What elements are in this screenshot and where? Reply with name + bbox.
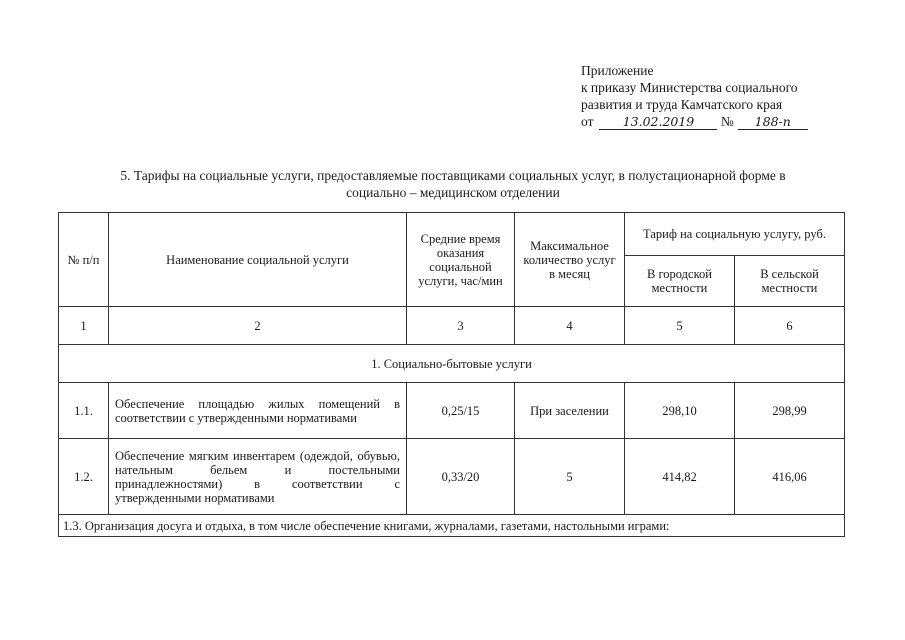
header-urban: В городской местности [625,256,735,307]
row-time: 0,25/15 [407,383,515,439]
handwritten-number: 188-п [738,115,808,130]
appendix-order-line: к приказу Министерства социального [581,80,798,95]
row-urban: 298,10 [625,383,735,439]
appendix-ministry-line: развития и труда Камчатского края [581,97,783,112]
row-name: Обеспечение мягким инвентарем (одеждой, обувью, нательным бельем и постельными принадлежностями) в соответствии с утвержденными нормативами [109,439,407,515]
heading-line-1: 5. Тарифы на социальные услуги, предоставляемые поставщиками социальных услуг, в полустационарной форме в [120,168,786,183]
header-num: № п/п [59,213,109,307]
table-row [59,439,845,515]
from-label: от [581,114,594,129]
section-heading [62,167,844,201]
number-label: № [720,114,734,129]
header-tariff: Тариф на социальную услугу, руб. [625,213,845,256]
handwritten-date: 13.02.2019 [599,115,717,130]
subsection-row [59,515,845,537]
tariff-table [58,212,845,537]
col-number: 5 [625,307,735,345]
header-name: Наименование социальной услуги [109,213,407,307]
row-time: 0,33/20 [407,439,515,515]
row-urban: 414,82 [625,439,735,515]
subsection-title: 1.3. Организация досуга и отдыха, в том числе обеспечение книгами, журналами, газетами, настольными играми: [59,515,845,537]
appendix-date-line [581,113,808,130]
appendix-block [581,62,808,130]
table-row [59,383,845,439]
row-num: 1.1. [59,383,109,439]
col-number: 4 [515,307,625,345]
header-max-count: Максимальное количество услуг в месяц [515,213,625,307]
section-title: 1. Социально-бытовые услуги [59,345,845,383]
appendix-title: Приложение [581,63,654,78]
header-avg-time: Средние время оказания социальной услуги, час/мин [407,213,515,307]
column-number-row [59,307,845,345]
row-count: При заселении [515,383,625,439]
col-number: 1 [59,307,109,345]
row-name: Обеспечение площадью жилых помещений в соответствии с утвержденными нормативами [109,383,407,439]
heading-line-2: социально – медицинском отделении [346,185,560,200]
col-number: 2 [109,307,407,345]
section-row [59,345,845,383]
row-count: 5 [515,439,625,515]
col-number: 6 [735,307,845,345]
header-row-top [59,213,845,256]
row-num: 1.2. [59,439,109,515]
row-rural: 416,06 [735,439,845,515]
header-rural: В сельской местности [735,256,845,307]
row-rural: 298,99 [735,383,845,439]
col-number: 3 [407,307,515,345]
